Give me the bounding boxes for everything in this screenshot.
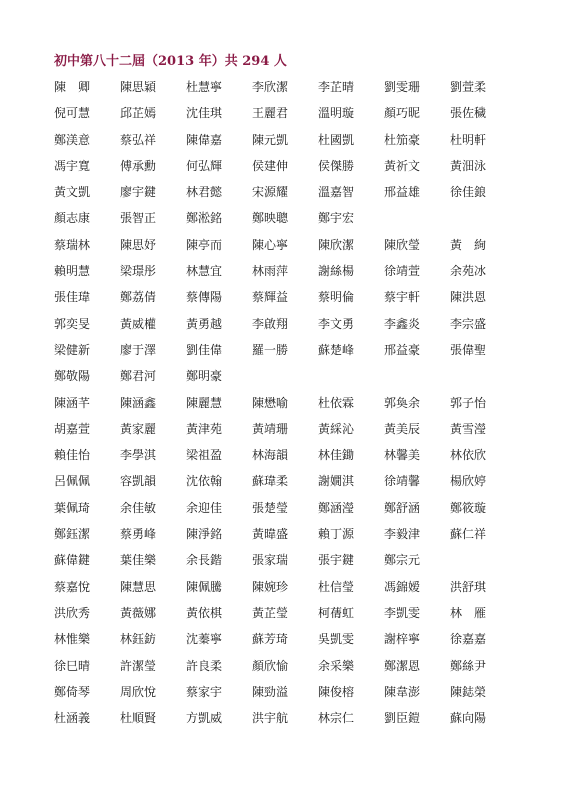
student-name: 鄭倚琴 [54, 684, 91, 699]
student-name: 洪宇航 [252, 711, 289, 726]
student-name: 洪舒琪 [450, 579, 487, 594]
student-name: 黃祈文 [384, 158, 421, 173]
student-name: 陳佩騰 [186, 579, 223, 594]
student-name: 張家瑞 [252, 553, 289, 568]
student-name: 鄭宇宏 [318, 211, 355, 226]
student-name: 陳涵芊 [54, 395, 91, 410]
student-name: 杜涵義 [54, 711, 91, 726]
student-name: 鄭淞銘 [186, 211, 223, 226]
student-name: 蘇偉鍵 [54, 553, 91, 568]
student-name: 蔡明倫 [318, 290, 355, 305]
student-name: 蔡家宇 [186, 684, 223, 699]
student-name: 徐佳鋃 [450, 185, 487, 200]
student-name [318, 367, 384, 393]
student-name: 李啟翔 [252, 316, 289, 331]
student-name: 余采樂 [318, 658, 355, 673]
student-name: 顏欣愉 [252, 658, 289, 673]
student-name: 張智正 [120, 211, 157, 226]
student-name: 顏巧昵 [384, 106, 421, 121]
student-name: 林海韻 [252, 448, 289, 463]
student-name: 林馨美 [384, 448, 421, 463]
student-name: 黃沺泳 [450, 158, 487, 173]
student-name: 黃津苑 [186, 421, 223, 436]
student-name: 陳淨銘 [186, 527, 223, 542]
student-name: 張佳瑋 [54, 290, 91, 305]
student-name: 黃家麗 [120, 421, 157, 436]
student-name: 黃威權 [120, 316, 157, 331]
student-name: 郭奐余 [384, 395, 421, 410]
student-name: 謝梓寧 [384, 632, 421, 647]
student-name: 鄭明豪 [186, 369, 223, 384]
student-name: 梁祖盈 [186, 448, 223, 463]
student-name: 柯蒨虹 [318, 605, 355, 620]
student-name: 賴佳怡 [54, 448, 91, 463]
student-name: 張宇鍵 [318, 553, 355, 568]
student-name: 溫嘉智 [318, 185, 355, 200]
student-name [252, 367, 318, 393]
student-name: 鄭宗元 [384, 553, 421, 568]
student-name: 林君懿 [186, 185, 223, 200]
student-name: 何弘輝 [186, 158, 223, 173]
student-name: 周欣悅 [120, 684, 157, 699]
student-name: 蔡輝益 [252, 290, 289, 305]
student-name: 黃靖珊 [252, 421, 289, 436]
student-name [450, 367, 516, 393]
student-name: 鄭潔恩 [384, 658, 421, 673]
student-name: 賴明慧 [54, 264, 91, 279]
student-name: 林慧宜 [186, 264, 223, 279]
student-name: 陳心寧 [252, 237, 289, 252]
student-name: 陳勁溢 [252, 684, 289, 699]
student-name: 林惟樂 [54, 632, 91, 647]
student-name: 黃文凱 [54, 185, 91, 200]
student-name: 李芷晴 [318, 80, 355, 94]
student-name: 宋源耀 [252, 185, 289, 200]
student-name: 陳涵鑫 [120, 395, 157, 410]
student-name [384, 367, 450, 393]
student-name: 謝絲楊 [318, 264, 355, 279]
student-name: 杜信瑩 [318, 579, 355, 594]
student-name: 劉雯珊 [384, 80, 421, 94]
student-name: 黃雪瀅 [450, 421, 487, 436]
student-name: 余迎佳 [186, 500, 223, 515]
student-name: 陳洪恩 [450, 290, 487, 305]
student-name [384, 209, 450, 235]
student-name: 杜國凱 [318, 132, 355, 147]
student-name: 黃芷瑩 [252, 605, 289, 620]
student-name: 許潔瑩 [120, 658, 157, 673]
student-name: 郭奕旻 [54, 316, 91, 331]
student-name: 陳 卿 [54, 80, 91, 94]
student-name: 李文勇 [318, 316, 355, 331]
student-name: 陳元凱 [252, 132, 289, 147]
student-name: 黃美辰 [384, 421, 421, 436]
student-name: 呂佩佩 [54, 474, 91, 489]
student-name: 陳偉嘉 [186, 132, 223, 147]
student-name: 張楚瑩 [252, 500, 289, 515]
student-name: 徐靖馨 [384, 474, 421, 489]
student-name: 黃綵沁 [318, 421, 355, 436]
student-name: 蘇瑋柔 [252, 474, 289, 489]
student-name: 梁健新 [54, 342, 91, 357]
student-name: 馮錦嫒 [384, 579, 421, 594]
student-name [450, 551, 516, 577]
student-name: 鄭映聰 [252, 211, 289, 226]
student-name: 張偉聖 [450, 342, 487, 357]
student-name: 鄭鈺潔 [54, 527, 91, 542]
student-name: 沈蓁寧 [186, 632, 223, 647]
student-name: 黃勇越 [186, 316, 223, 331]
student-name: 李凱雯 [384, 605, 421, 620]
student-name: 陳婉珍 [252, 579, 289, 594]
student-name: 廖宇鍵 [120, 185, 157, 200]
student-name: 黃暐盛 [252, 527, 289, 542]
student-name: 李宗盛 [450, 316, 487, 331]
student-name: 倪可慧 [54, 106, 91, 121]
student-name: 劉萱柔 [450, 80, 487, 94]
student-name: 鄭舒涵 [384, 500, 421, 515]
name-grid [54, 78, 516, 735]
student-name: 黃 絢 [450, 237, 487, 252]
student-name: 賴丁源 [318, 527, 355, 542]
student-name: 蘇仁祥 [450, 527, 487, 542]
student-name: 徐靖萱 [384, 264, 421, 279]
student-name: 陳欣潔 [318, 237, 355, 252]
student-name: 陳思妤 [120, 237, 157, 252]
student-name: 余佳敏 [120, 500, 157, 515]
student-name: 梁璟彤 [120, 264, 157, 279]
student-name: 蔡弘祥 [120, 132, 157, 147]
student-name: 李欣潔 [252, 80, 289, 94]
student-name: 陳麗慧 [186, 395, 223, 410]
student-name: 楊欣婷 [450, 474, 487, 489]
student-name: 杜慧寧 [186, 80, 223, 94]
student-name: 邢益雄 [384, 185, 421, 200]
student-name: 黃薇娜 [120, 605, 157, 620]
student-name [450, 209, 516, 235]
student-name: 陳鋕榮 [450, 684, 487, 699]
student-name: 吳凱雯 [318, 632, 355, 647]
student-name: 傅承勳 [120, 158, 157, 173]
student-name: 邱芷嫣 [120, 106, 157, 121]
student-name: 郭子怡 [450, 395, 487, 410]
student-name: 鄭荔倩 [120, 290, 157, 305]
student-name: 陳思穎 [120, 80, 157, 94]
student-name: 溫明璇 [318, 106, 355, 121]
student-name: 徐巳晴 [54, 658, 91, 673]
student-name: 鄭涵瀅 [318, 500, 355, 515]
student-name: 鄭渼意 [54, 132, 91, 147]
student-name: 李鑫炎 [384, 316, 421, 331]
student-name: 陳亭而 [186, 237, 223, 252]
student-name: 沈佳琪 [186, 106, 223, 121]
student-name: 陳懋喻 [252, 395, 289, 410]
student-name: 許良柔 [186, 658, 223, 673]
student-name: 張佐穢 [450, 106, 487, 121]
student-name: 馮宇寬 [54, 158, 91, 173]
student-name: 杜依霖 [318, 395, 355, 410]
student-name: 蔡勇峰 [120, 527, 157, 542]
student-name: 顏志康 [54, 211, 91, 226]
student-name: 胡嘉萱 [54, 421, 91, 436]
student-name: 李學淇 [120, 448, 157, 463]
student-name: 鄭君河 [120, 369, 157, 384]
student-name: 陳慧思 [120, 579, 157, 594]
student-name: 劉臣鎧 [384, 711, 421, 726]
student-name: 葉佩琦 [54, 500, 91, 515]
student-name: 陳欣瑩 [384, 237, 421, 252]
student-name: 蘇向陽 [450, 711, 487, 726]
student-name: 林佳鋤 [318, 448, 355, 463]
student-name: 劉佳偉 [186, 342, 223, 357]
student-name: 蔡傳陽 [186, 290, 223, 305]
student-name: 杜笳豪 [384, 132, 421, 147]
student-name: 邢益豪 [384, 342, 421, 357]
student-name: 蔡宇軒 [384, 290, 421, 305]
student-name: 林依欣 [450, 448, 487, 463]
student-name: 蘇楚峰 [318, 342, 355, 357]
student-name: 林雨萍 [252, 264, 289, 279]
student-name: 洪欣秀 [54, 605, 91, 620]
student-name: 蔡嘉悅 [54, 579, 91, 594]
student-name: 蘇芳琦 [252, 632, 289, 647]
student-name: 沈依翰 [186, 474, 223, 489]
student-name: 廖于澤 [120, 342, 157, 357]
student-name: 鄭敬陽 [54, 369, 91, 384]
section-heading: 初中第八十二屆（2013 年）共 294 人 [54, 54, 287, 69]
student-name: 容凱韻 [120, 474, 157, 489]
student-name: 鄭筱璇 [450, 500, 487, 515]
student-name: 陳韋澎 [384, 684, 421, 699]
student-name: 侯建伸 [252, 158, 289, 173]
student-name: 黃依棋 [186, 605, 223, 620]
student-name: 杜順賢 [120, 711, 157, 726]
student-name: 余苑冰 [450, 264, 487, 279]
student-name: 林鈺鈁 [120, 632, 157, 647]
student-name: 謝嫺淇 [318, 474, 355, 489]
student-name: 徐嘉嘉 [450, 632, 487, 647]
student-name: 方凱威 [186, 711, 223, 726]
student-name: 王麗君 [252, 106, 289, 121]
student-name: 侯傑勝 [318, 158, 355, 173]
student-name: 蔡瑞林 [54, 237, 91, 252]
student-name: 李毅津 [384, 527, 421, 542]
student-name: 鄭絲尹 [450, 658, 487, 673]
student-name: 杜明軒 [450, 132, 487, 147]
student-name: 林 雁 [450, 605, 487, 620]
student-name: 林宗仁 [318, 711, 355, 726]
student-name: 羅一勝 [252, 342, 289, 357]
student-name: 葉佳樂 [120, 553, 157, 568]
student-name: 陳俊榕 [318, 684, 355, 699]
student-name: 余長鍇 [186, 553, 223, 568]
